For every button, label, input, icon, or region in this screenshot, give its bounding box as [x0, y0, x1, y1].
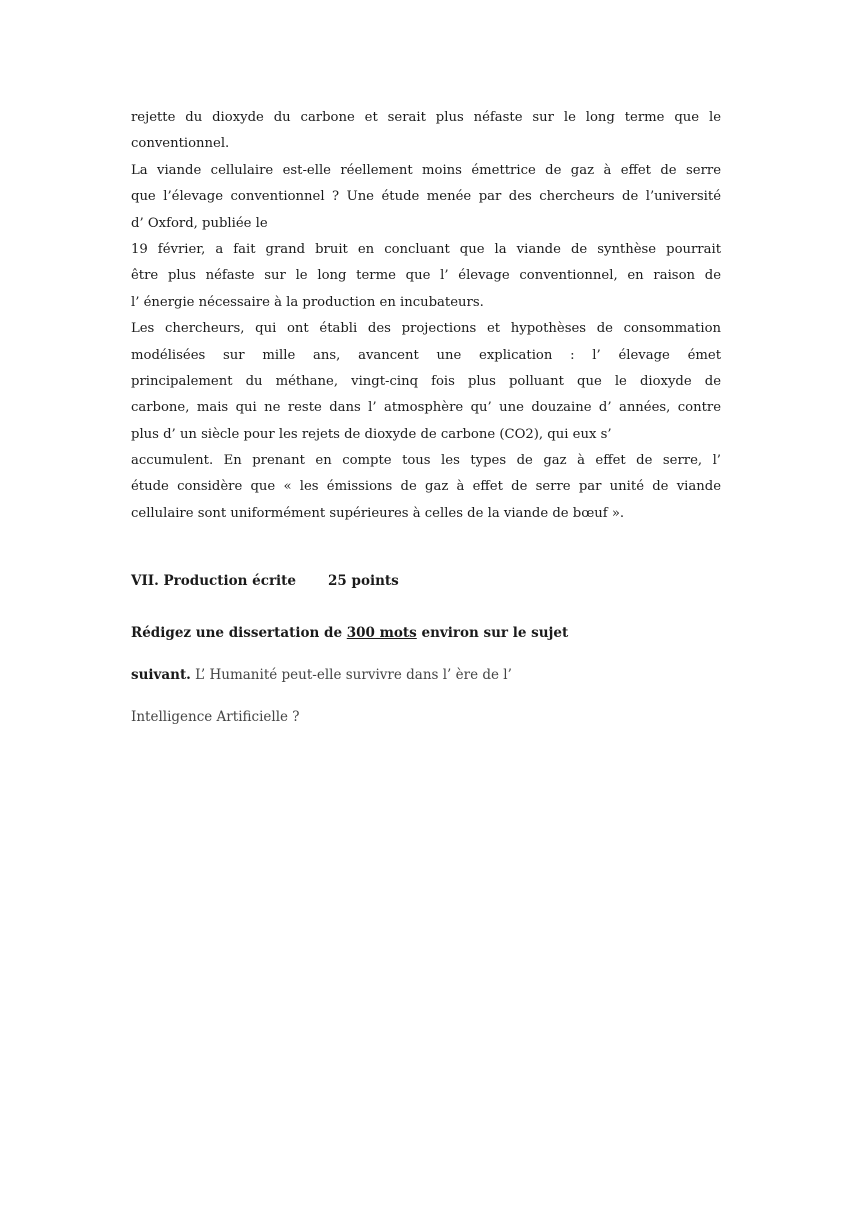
document-page	[131, 105, 721, 730]
passage-line: Les chercheurs, qui ont établi des projections et hypothèses de consommation	[131, 321, 721, 337]
passage-line: conventionnel.	[131, 136, 230, 152]
passage-line: étude considère que « les émissions de gaz à effet de serre par unité de viande	[131, 479, 721, 495]
passage-line: modélisées sur mille ans, avancent une explication : l’ élevage émet	[131, 347, 721, 363]
passage-line: principalement du méthane, vingt-cinq fois plus polluant que le dioxyde de	[131, 373, 721, 389]
passage-line: que l’élevage conventionnel ? Une étude menée par des chercheurs de l’université	[131, 189, 721, 205]
prompt-text-before: Rédigez une dissertation de	[131, 625, 347, 642]
writing-prompt	[131, 620, 721, 646]
passage-line: rejette du dioxyde du carbone et serait plus néfaste sur le long terme que le	[131, 110, 721, 125]
section-points: 25 points	[328, 573, 399, 590]
passage-line: 19 février, a fait grand bruit en concluant que la viande de synthèse pourrait	[131, 241, 721, 257]
passage-line: cellulaire sont uniformément supérieures à celles de la viande de bœuf ».	[131, 505, 625, 521]
subject-line-1	[131, 662, 721, 688]
word-count: 300 mots	[346, 625, 417, 642]
passage-line: accumulent. En prenant en compte tous les types de gaz à effet de serre, l’	[131, 453, 721, 469]
subject-text-part2: Intelligence Artificielle ?	[131, 709, 300, 726]
prompt-text-after: environ sur le sujet	[416, 625, 569, 642]
subject-text-part1: L’ Humanité peut-elle survivre dans l’ ère de l’	[190, 667, 512, 684]
passage-line: être plus néfaste sur le long terme que l’ élevage conventionnel, en raison de	[131, 268, 721, 284]
section-title: VII. Production écrite	[131, 573, 297, 590]
passage-line: d’ Oxford, publiée le	[131, 215, 268, 231]
passage-line: carbone, mais qui ne reste dans l’ atmosphère qu’ une douzaine d’ années, contre	[131, 400, 721, 416]
article-passage	[131, 105, 721, 527]
passage-line: l’ énergie nécessaire à la production en incubateurs.	[131, 294, 484, 310]
passage-line: plus d’ un siècle pour les rejets de dioxyde de carbone (CO2), qui eux s’	[131, 426, 612, 442]
prompt-suivant: suivant.	[131, 667, 191, 684]
section-heading	[131, 568, 721, 594]
passage-line: La viande cellulaire est-elle réellement moins émettrice de gaz à effet de serre	[131, 162, 721, 178]
